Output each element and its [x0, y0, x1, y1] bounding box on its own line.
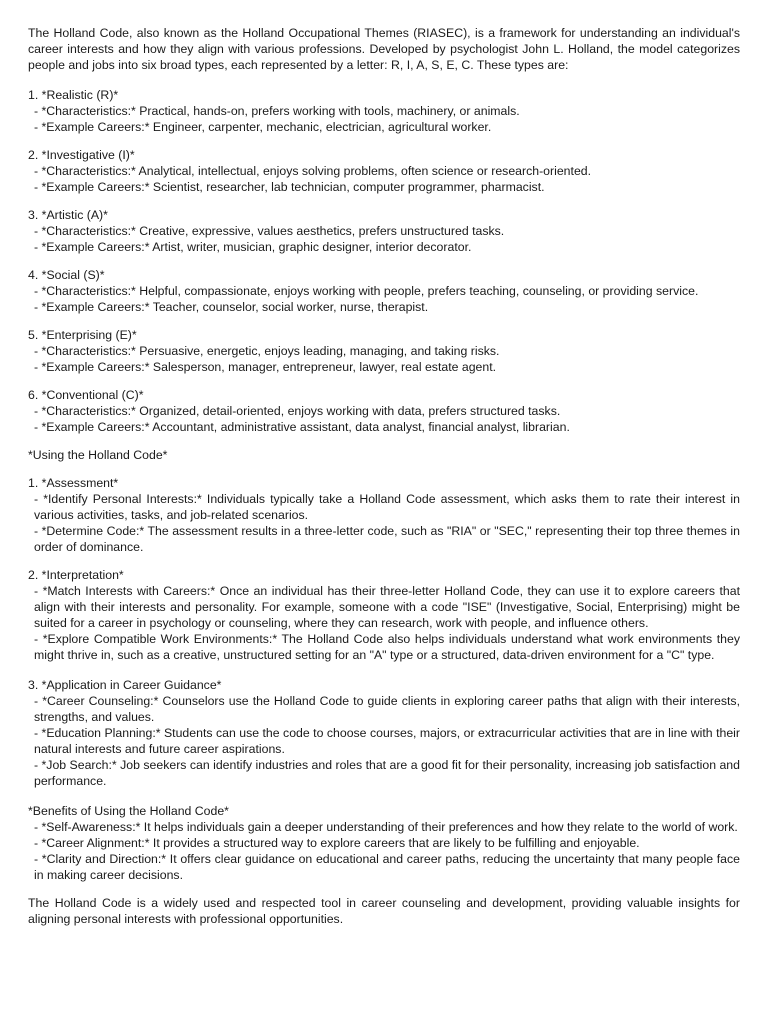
type-careers: - *Example Careers:* Accountant, administrative assistant, data analyst, financial analyst, librarian.: [34, 420, 570, 434]
document-page: [28, 25, 740, 927]
using-assessment: [28, 475, 740, 555]
benefit-career-alignment: - *Career Alignment:* It provides a structured way to explore careers that are likely to be fulfilling and enjoyable.: [34, 836, 640, 850]
type-heading: 6. *Conventional (C)*: [28, 388, 144, 402]
type-social: [28, 267, 740, 315]
type-careers: - *Example Careers:* Artist, writer, musician, graphic designer, interior decorator.: [34, 240, 472, 254]
application-job-search: - *Job Search:* Job seekers can identify industries and roles that are a good fit for their personality, increasing job satisfaction and performance.: [34, 758, 740, 788]
type-careers: - *Example Careers:* Salesperson, manager, entrepreneur, lawyer, real estate agent.: [34, 360, 497, 374]
conclusion-paragraph: The Holland Code is a widely used and respected tool in career counseling and development, providing valuable insights for aligning personal interests with professional opportunities.: [28, 896, 740, 926]
section-heading-benefits: *Benefits of Using the Holland Code*: [28, 804, 229, 818]
type-investigative: [28, 147, 740, 195]
application-counseling: - *Career Counseling:* Counselors use the Holland Code to guide clients in exploring career paths that align with their interests, strengths, and values.: [34, 694, 740, 724]
type-heading: 5. *Enterprising (E)*: [28, 328, 137, 342]
assessment-determine: - *Determine Code:* The assessment results in a three-letter code, such as "RIA" or "SEC," representing their top three themes in order of dominance.: [34, 524, 740, 554]
type-realistic: [28, 87, 740, 135]
subsection-heading: 3. *Application in Career Guidance*: [28, 678, 222, 692]
type-artistic: [28, 207, 740, 255]
application-education: - *Education Planning:* Students can use the code to choose courses, majors, or extracurricular activities that are in line with their natural interests and future career aspirations.: [34, 726, 740, 756]
subsection-heading: 1. *Assessment*: [28, 476, 119, 490]
type-characteristics: - *Characteristics:* Organized, detail-oriented, enjoys working with data, prefers structured tasks.: [34, 404, 561, 418]
subsection-heading: 2. *Interpretation*: [28, 568, 124, 582]
benefits-section: [28, 803, 740, 883]
using-interpretation: [28, 567, 740, 663]
type-heading: 2. *Investigative (I)*: [28, 148, 135, 162]
type-characteristics: - *Characteristics:* Helpful, compassionate, enjoys working with people, prefers teaching, counseling, or providing service.: [34, 284, 699, 298]
type-careers: - *Example Careers:* Teacher, counselor, social worker, nurse, therapist.: [34, 300, 429, 314]
intro-paragraph: The Holland Code, also known as the Holland Occupational Themes (RIASEC), is a framework for understanding an individual's career interests and how they align with various professions. Developed by psychologist John L. Holland, the model categorizes people and jobs into six broad types, each represented by a letter: R, I, A, S, E, C. These types are:: [28, 26, 740, 72]
interpretation-match: - *Match Interests with Careers:* Once an individual has their three-letter Holland Code, they can use it to explore careers that align with their interests and personality. For example, someone with a code "ISE" (Investigative, Social, Enterprising) might be suited for a career in psychology or counseling, where they can research, work with people, and influence others.: [34, 584, 740, 630]
type-heading: 3. *Artistic (A)*: [28, 208, 108, 222]
type-characteristics: - *Characteristics:* Persuasive, energetic, enjoys leading, managing, and taking risks.: [34, 344, 500, 358]
type-conventional: [28, 387, 740, 435]
type-careers: - *Example Careers:* Engineer, carpenter, mechanic, electrician, agricultural worker.: [34, 120, 492, 134]
type-enterprising: [28, 327, 740, 375]
type-heading: 4. *Social (S)*: [28, 268, 105, 282]
benefit-self-awareness: - *Self-Awareness:* It helps individuals gain a deeper understanding of their preferences and how they relate to the world of work.: [34, 820, 738, 834]
benefit-clarity: - *Clarity and Direction:* It offers clear guidance on educational and career paths, reducing the uncertainty that many people face in making career decisions.: [34, 852, 740, 882]
using-application: [28, 677, 740, 789]
type-careers: - *Example Careers:* Scientist, researcher, lab technician, computer programmer, pharmacist.: [34, 180, 545, 194]
type-characteristics: - *Characteristics:* Practical, hands-on, prefers working with tools, machinery, or animals.: [34, 104, 520, 118]
type-heading: 1. *Realistic (R)*: [28, 88, 119, 102]
type-characteristics: - *Characteristics:* Analytical, intellectual, enjoys solving problems, often science or research-oriented.: [34, 164, 592, 178]
type-characteristics: - *Characteristics:* Creative, expressive, values aesthetics, prefers unstructured tasks.: [34, 224, 505, 238]
assessment-identify: - *Identify Personal Interests:* Individuals typically take a Holland Code assessment, which asks them to rate their interest in various activities, tasks, and job-related scenarios.: [34, 492, 740, 522]
section-heading-using: *Using the Holland Code*: [28, 448, 168, 462]
interpretation-explore: - *Explore Compatible Work Environments:* The Holland Code also helps individuals understand what work environments they might thrive in, such as a creative, unstructured setting for an "A" type or a structured, data-driven environment for a "C" type.: [34, 632, 740, 662]
